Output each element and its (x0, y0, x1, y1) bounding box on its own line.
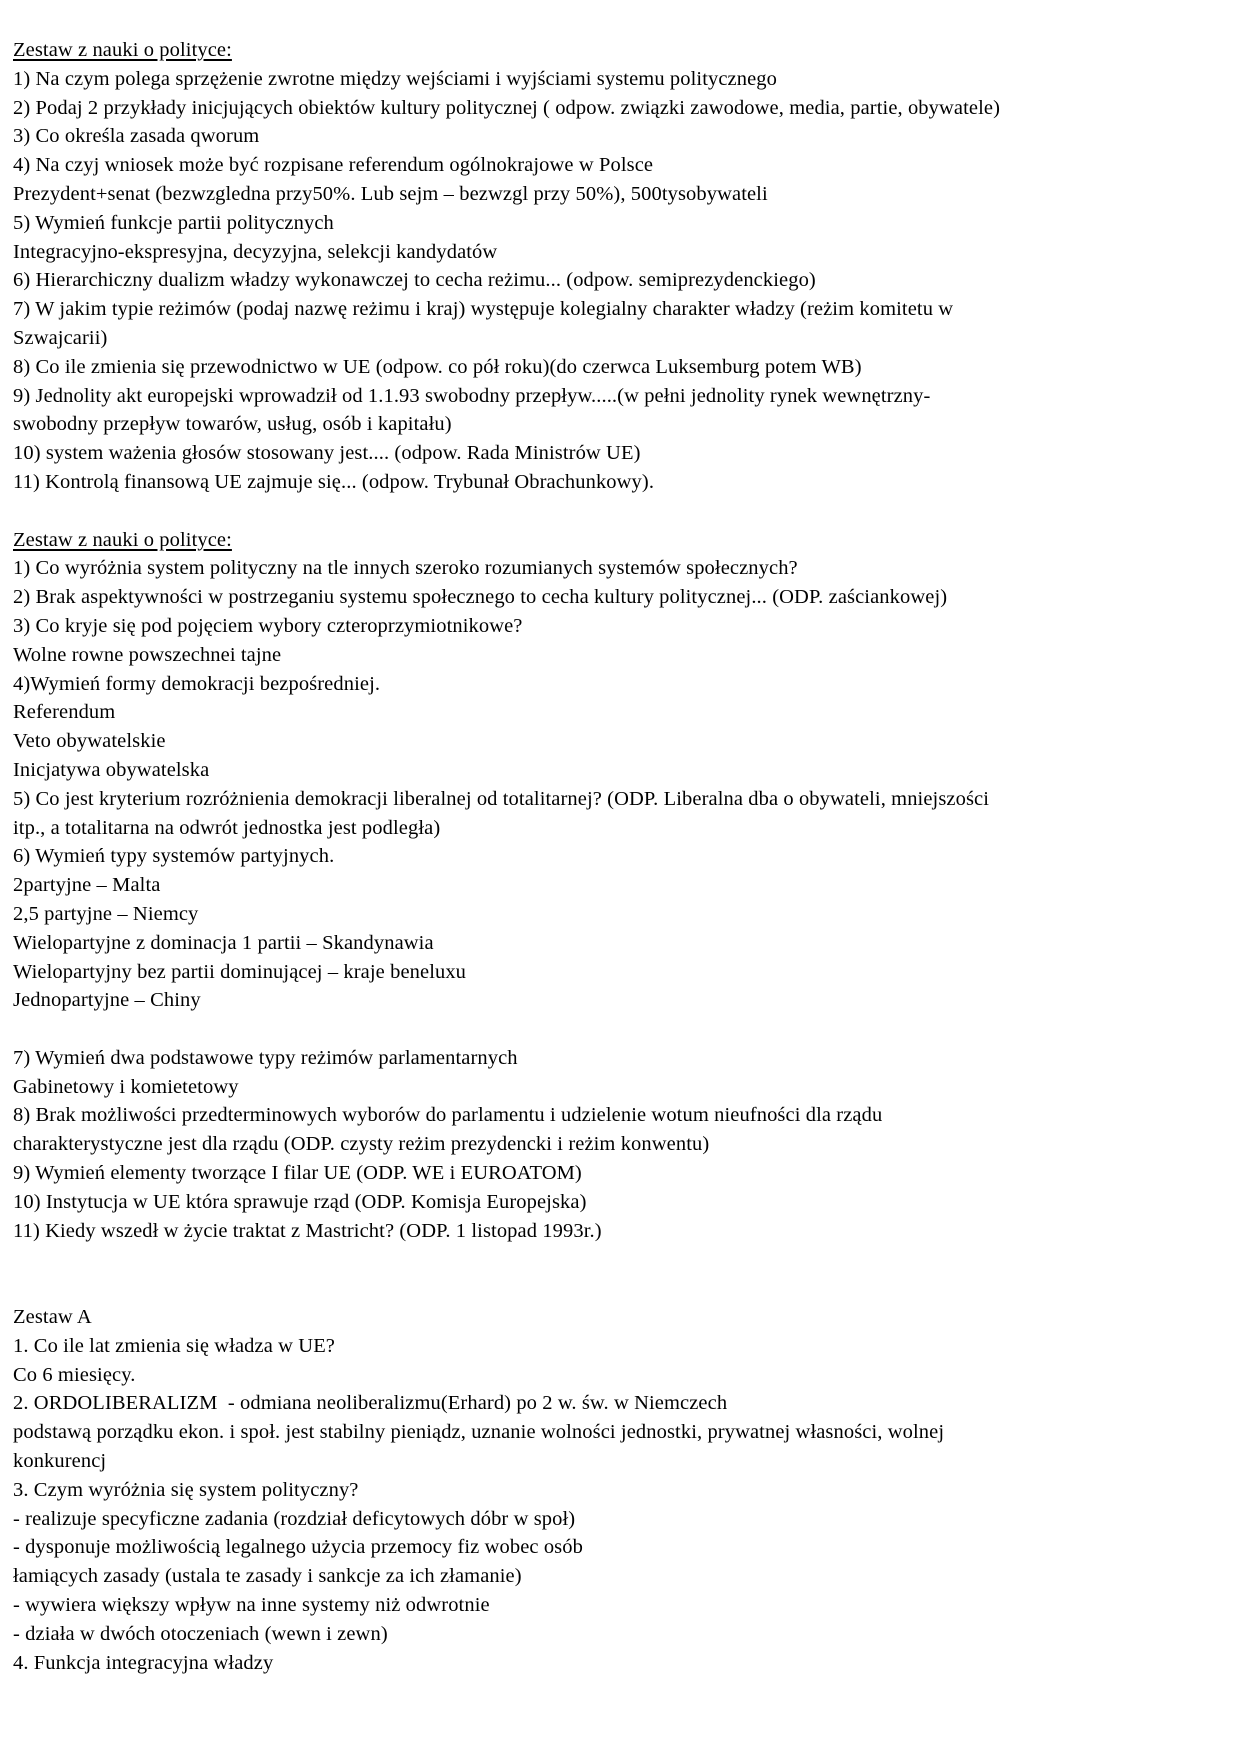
text-line: 3. Czym wyróżnia się system polityczny? (13, 1478, 359, 1501)
text-line: 2) Podaj 2 przykłady inicjujących obiektów kultury politycznej ( odpow. związki zawodowe, media, partie, obywatele) (13, 96, 1001, 119)
section-heading: Zestaw z nauki o polityce: (13, 528, 232, 551)
text-line: 4) Na czyj wniosek może być rozpisane referendum ogólnokrajowe w Polsce (13, 154, 654, 177)
text-line: konkurencj (13, 1450, 107, 1473)
text-line: charakterystyczne jest dla rządu (ODP. czysty reżim prezydencki i reżim konwentu) (13, 1133, 710, 1156)
text-line: 5) Co jest kryterium rozróżnienia demokracji liberalnej od totalitarnej? (ODP. Liberalna dba o obywateli, mniejszości (13, 787, 990, 810)
text-line: Veto obywatelskie (13, 730, 166, 753)
text-line: 2. ORDOLIBERALIZM - odmiana neoliberalizmu(Erhard) po 2 w. św. w Niemczech (13, 1392, 728, 1415)
text-line: - dysponuje możliwością legalnego użycia przemocy fiz wobec osób (13, 1536, 583, 1559)
text-line: Inicjatywa obywatelska (13, 758, 210, 781)
text-line: 1. Co ile lat zmienia się władza w UE? (13, 1334, 336, 1357)
text-line: 1) Co wyróżnia system polityczny na tle innych szeroko rozumianych systemów społecznych? (13, 557, 798, 580)
text-line: Wielopartyjny bez partii dominującej – kraje beneluxu (13, 960, 467, 983)
text-line: 2,5 partyjne – Niemcy (13, 902, 199, 925)
text-line: 6) Hierarchiczny dualizm władzy wykonawczej to cecha reżimu... (odpow. semiprezydenckiego) (13, 269, 816, 292)
text-line: 11) Kiedy wszedł w życie traktat z Mastricht? (ODP. 1 listopad 1993r.) (13, 1219, 602, 1242)
text-line: 10) Instytucja w UE która sprawuje rząd (ODP. Komisja Europejska) (13, 1190, 587, 1213)
text-line: Szwajcarii) (13, 326, 108, 349)
text-line: 4)Wymień formy demokracji bezpośredniej. (13, 672, 381, 695)
text-line: 2partyjne – Malta (13, 874, 161, 897)
blank-line (13, 1274, 1222, 1303)
text-line: 11) Kontrolą finansową UE zajmuje się... (odpow. Trybunał Obrachunkowy). (13, 470, 655, 493)
text-line: - wywiera większy wpływ na inne systemy niż odwrotnie (13, 1594, 490, 1617)
text-line: Jednopartyjne – Chiny (13, 989, 201, 1012)
text-line: - realizuje specyficzne zadania (rozdział deficytowych dóbr w społ) (13, 1507, 576, 1530)
text-line: itp., a totalitarna na odwrót jednostka jest podległa) (13, 816, 441, 839)
text-line: 2) Brak aspektywności w postrzeganiu systemu społecznego to cecha kultury politycznej... (ODP. zaściankowej) (13, 586, 948, 609)
text-line: 3) Co kryje się pod pojęciem wybory czteroprzymiotnikowe? (13, 614, 523, 637)
text-line: podstawą porządku ekon. i społ. jest stabilny pieniądz, uznanie wolności jednostki, prywatnej własności, wolnej (13, 1421, 945, 1444)
blank-line (13, 1245, 1222, 1274)
text-line: Referendum (13, 701, 116, 724)
text-line: 9) Wymień elementy tworzące I filar UE (ODP. WE i EUROATOM) (13, 1162, 582, 1185)
text-line: Wielopartyjne z dominacja 1 partii – Skandynawia (13, 931, 434, 954)
text-line: łamiących zasady (ustala te zasady i sankcje za ich złamanie) (13, 1565, 522, 1588)
text-line: 8) Co ile zmienia się przewodnictwo w UE (odpow. co pół roku)(do czerwca Luksemburg potem WB) (13, 355, 862, 378)
section-heading: Zestaw z nauki o polityce: (13, 39, 232, 61)
blank-line (13, 497, 1222, 526)
text-line: 1) Na czym polega sprzężenie zwrotne między wejściami i wyjściami systemu politycznego (13, 67, 777, 90)
text-line: 6) Wymień typy systemów partyjnych. (13, 845, 335, 868)
text-line: Zestaw A (13, 1306, 92, 1329)
text-line: 4. Funkcja integracyjna władzy (13, 1651, 274, 1674)
text-line: Gabinetowy i komietetowy (13, 1075, 239, 1098)
text-line: Wolne rowne powszechnei tajne (13, 643, 282, 666)
text-line: 9) Jednolity akt europejski wprowadził od 1.1.93 swobodny przepływ.....(w pełni jednolity rynek wewnętrzny- (13, 384, 931, 407)
text-line: Prezydent+senat (bezwzgledna przy50%. Lub sejm – bezwzgl przy 50%), 500tysobywateli (13, 182, 768, 205)
text-line: 8) Brak możliwości przedterminowych wyborów do parlamentu i udzielenie wotum nieufności dla rządu (13, 1104, 883, 1127)
text-line: Co 6 miesięcy. (13, 1363, 136, 1386)
text-line: Integracyjno-ekspresyjna, decyzyjna, selekcji kandydatów (13, 240, 498, 263)
text-line: 10) system ważenia głosów stosowany jest.... (odpow. Rada Ministrów UE) (13, 442, 641, 465)
text-line: swobodny przepływ towarów, usług, osób i kapitału) (13, 413, 452, 436)
text-line: 3) Co określa zasada qworum (13, 125, 260, 148)
blank-line (13, 1015, 1222, 1044)
text-line: 7) Wymień dwa podstawowe typy reżimów parlamentarnych (13, 1046, 518, 1069)
text-line: 7) W jakim typie reżimów (podaj nazwę reżimu i kraj) występuje kolegialny charakter władzy (reżim komitetu w (13, 298, 954, 321)
text-line: 5) Wymień funkcje partii politycznych (13, 211, 334, 234)
text-line: - działa w dwóch otoczeniach (wewn i zewn) (13, 1622, 388, 1645)
